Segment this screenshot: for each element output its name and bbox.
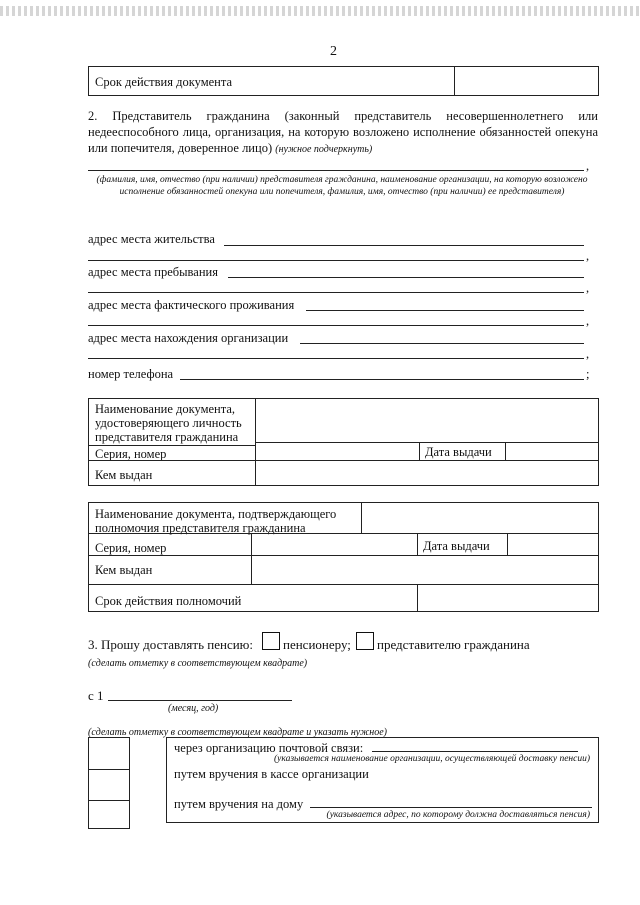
delivery-cash-label: путем вручения в кассе организации <box>174 767 369 781</box>
from-month-year-input[interactable] <box>108 700 292 701</box>
t1-issue-date-label: Дата выдачи <box>425 445 492 459</box>
t1-doc-name-input[interactable] <box>256 399 598 440</box>
opt-rep-label: представителю гражданина <box>377 637 530 652</box>
t2-doc-name-label: Наименование документа, подтверждающего полномочия представителя гражданина <box>95 507 337 535</box>
post-note: (указывается наименование организации, осуществляющей доставку пенсии) <box>274 754 590 764</box>
addr-org-input-2[interactable] <box>88 358 584 359</box>
from-label: с 1 <box>88 688 104 703</box>
doc-validity-label: Срок действия документа <box>95 75 233 89</box>
t1-issued-by-label: Кем выдан <box>95 468 153 482</box>
section3-prefix: 3. Прошу доставлять пенсию: <box>88 637 253 652</box>
addr-residence-label: адрес места жительства <box>88 232 215 246</box>
t2-validity-input[interactable] <box>418 585 598 611</box>
addr-actual-label: адрес места фактического проживания <box>88 298 295 312</box>
home-note: (указывается адрес, по которому должна доставляться пенсия) <box>326 810 590 820</box>
t2-issued-by-input[interactable] <box>252 556 598 582</box>
t1-doc-name-label: Наименование документа, удостоверяющего личность представителя гражданина <box>95 402 242 444</box>
t1-issued-by-input[interactable] <box>256 461 598 485</box>
home-address-input[interactable] <box>310 807 592 808</box>
t1-issue-date-input[interactable] <box>506 442 598 458</box>
scan-artifact-line <box>0 6 640 16</box>
checkbox-pensioner[interactable] <box>262 632 280 650</box>
addr-residence-input[interactable] <box>224 245 584 246</box>
t1-series-label: Серия, номер <box>95 447 167 461</box>
checkbox-post[interactable] <box>89 738 129 768</box>
section2-note: (нужное подчеркнуть) <box>275 144 373 155</box>
doc-validity-input[interactable] <box>454 67 598 95</box>
t2-validity-label: Срок действия полномочий <box>95 594 242 608</box>
opt-pensioner-label: пенсионеру; <box>283 637 351 652</box>
representative-name-input[interactable] <box>88 170 584 171</box>
delivery-home-label: путем вручения на дому <box>174 797 304 811</box>
t2-issue-date-label: Дата выдачи <box>423 539 490 553</box>
addr-org-input[interactable] <box>300 343 584 344</box>
opt-note: (сделать отметку в соответствующем квадрате) <box>88 658 308 669</box>
addr-org-label: адрес места нахождения организации <box>88 331 289 345</box>
month-year-caption: (месяц, год) <box>168 703 219 714</box>
checkbox-home[interactable] <box>89 800 129 828</box>
addr-stay-input[interactable] <box>228 277 584 278</box>
t2-issue-date-input[interactable] <box>508 534 598 553</box>
t2-issued-by-label: Кем выдан <box>95 563 153 577</box>
t1-series-input[interactable] <box>256 442 418 458</box>
phone-label: номер телефона <box>88 367 174 381</box>
addr-stay-input-2[interactable] <box>88 292 584 293</box>
section2-caption: (фамилия, имя, отчество (при наличии) представителя гражданина, наименование организации, на которую возложено исполнение обязанностей опекуна или попечителя, фамилия, имя, отчество (при наличии) ее представителя) <box>96 175 588 197</box>
delivery-post-label: через организацию почтовой связи: <box>174 741 364 755</box>
page-number: 2 <box>330 44 337 59</box>
checkbox-cash[interactable] <box>89 769 129 799</box>
addr-residence-input-2[interactable] <box>88 260 584 261</box>
post-org-input[interactable] <box>372 751 578 752</box>
t2-series-label: Серия, номер <box>95 541 167 555</box>
section2-text: 2. Представитель гражданина (законный представитель несовершеннолетнего или недееспособного лица, организация, на которую возложено исполнение обязанностей опекуна или попечителя, доверенное лицо) (нужное подчеркнуть) <box>88 109 598 155</box>
t2-doc-name-input[interactable] <box>362 503 598 531</box>
checkbox-representative[interactable] <box>356 632 374 650</box>
phone-input[interactable] <box>180 379 584 380</box>
addr-stay-label: адрес места пребывания <box>88 265 218 279</box>
addr-actual-input[interactable] <box>306 310 584 311</box>
addr-actual-input-2[interactable] <box>88 325 584 326</box>
t2-series-input[interactable] <box>252 534 416 553</box>
delivery-instruction: (сделать отметку в соответствующем квадрате и указать нужное) <box>88 727 388 738</box>
